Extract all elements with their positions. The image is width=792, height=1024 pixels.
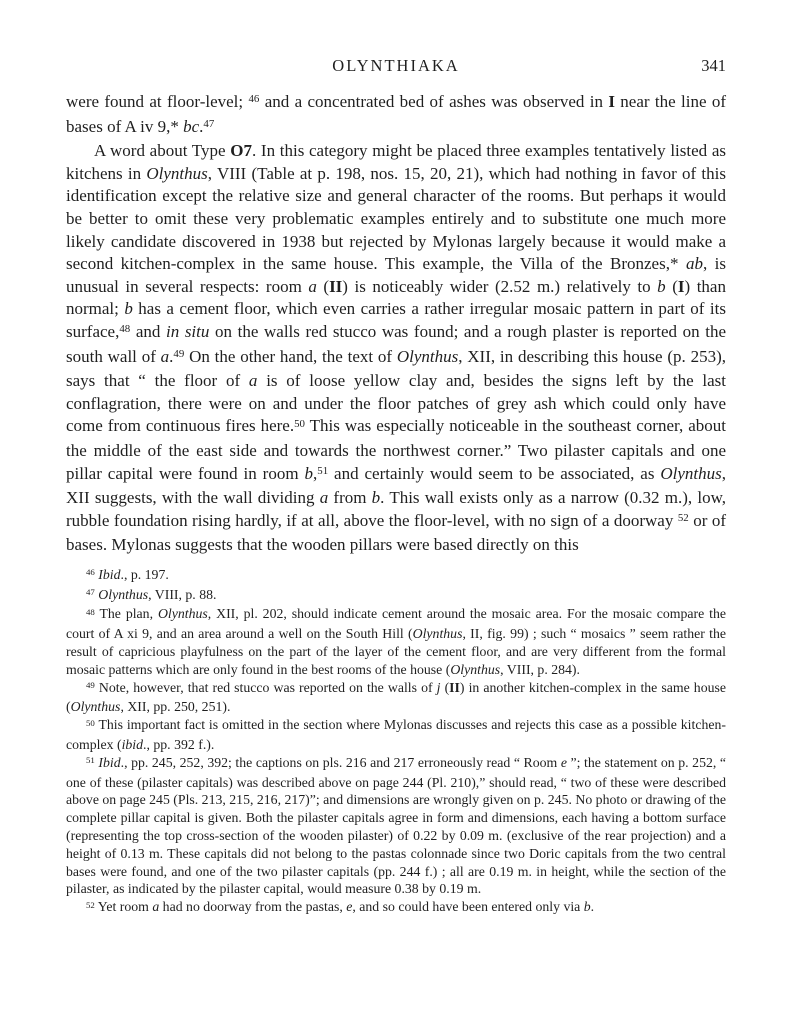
page-content (66, 56, 726, 918)
text-segment: ( (316, 276, 330, 296)
footnote-48 (66, 605, 726, 678)
footnote-marker: 48 (119, 323, 131, 336)
text-segment: O7 (230, 141, 252, 161)
text-segment: ., p. 197. (120, 566, 169, 582)
text-segment: II (329, 276, 343, 296)
text-segment: A word about Type (94, 141, 231, 161)
text-segment: a (152, 899, 160, 915)
text-segment: , XII, in describing this house (p. 253), says that “ the floor of (66, 346, 726, 391)
text-segment: e (346, 899, 353, 915)
text-segment: and (130, 321, 166, 341)
text-segment: ) than normal; (66, 276, 726, 319)
text-segment: , XII suggests, with the wall dividing (66, 463, 727, 508)
footnote-number: 47 (86, 586, 95, 597)
text-segment: ”; the statement on p. 252, “ one of these (pilaster capitals) was described above on page 244 (Pl. 210),” should read, “ two of these were described above on page 245 (Pls. 213, 215, 216, 217)”; and dimensions are wrongly given on p. 245. No photo or drawing of the complete pillar capital is given. Both the pilaster capitals agree in form and dimensions, each having a bottom surface (representing the top cross-section of the wooden pilaster) of 0.22 by 0.09 m. (exclusive of the rear projection) and a height of 0.13 m. These capitals did not belong to the pastas colonnade since two Doric capitals from the two central bases were found, and one of the two pilaster capitals (pp. 244 f.) ; all are 0.19 m. in height, while the section of the pilaster, as indicated by the pilaster capital, would measure 0.38 by 0.19 m. (66, 754, 727, 897)
text-segment: ab (685, 254, 703, 274)
text-segment: Olynthus (396, 346, 459, 366)
footnote-marker: 49 (173, 347, 185, 360)
footnote-marker: 52 (677, 512, 689, 525)
body-paragraphs (66, 91, 726, 557)
text-segment: , XII, pl. 202, should indicate cement around the mosaic area. For the mosaic compare the court of A xi 9, and an area around a well on the South Hill ( (66, 606, 726, 642)
text-segment: Olynthus (450, 661, 501, 677)
text-segment: . This wall exists only as a narrow (0.32 m.), low, rubble foundation rising hardly, if at all, above the floor-level, with no sign of a doorway (66, 488, 726, 530)
footnote-marker: 47 (203, 118, 215, 131)
text-segment: a (319, 488, 329, 508)
text-segment: , VIII (Table at p. 198, nos. 15, 20, 21), which had nothing in favor of this identification except the relative size and general character of the rooms. But perhaps it would be better to omit these very problematic examples entirely and to substitute one much more likely candidate discovered in 1938 but rejected by Mylonas largely because it would make a second kitchen-complex in the same house. This example, the Villa of the Bronzes,* (66, 163, 726, 274)
text-segment: Yet room (97, 899, 153, 915)
text-segment: in situ (165, 321, 210, 341)
text-segment: is of loose yellow clay and, besides the signs left by the last conflagration, there were on and under the floor patches of grey ash which could only have come from continuous fires here. (66, 371, 726, 436)
text-segment: On the other hand, the text of (184, 346, 397, 366)
text-segment: ., pp. 245, 252, 392; the captions on pls. 216 and 217 erroneously read “ Room (120, 754, 561, 770)
footnote-46 (66, 566, 726, 586)
text-segment: b (304, 463, 313, 483)
text-segment: ) is noticeably wider (2.52 m.) relatively to (342, 276, 658, 296)
text-segment: , VIII, p. 88. (148, 586, 217, 602)
text-segment: has a cement floor, which even carries a rather irregular mosaic pattern in part of its surface, (66, 299, 726, 341)
text-segment: This was especially noticeable in the southeast corner, about the middle of the east side and towards the northwest corner.” Two pilaster capitals and one pillar capital were found in room (66, 416, 726, 483)
text-segment: a (160, 346, 170, 366)
text-segment: Olynthus (70, 699, 121, 715)
text-segment: from (328, 488, 372, 508)
footnotes (66, 566, 726, 918)
text-segment: I (608, 92, 615, 111)
text-segment: Olynthus (146, 163, 208, 183)
footnote-marker: 50 (294, 417, 305, 430)
text-segment: This important fact is omitted in the section where Mylonas discusses and rejects this case as a possible kitchen-complex ( (66, 717, 726, 753)
text-segment: b (657, 276, 666, 296)
paragraph (66, 91, 726, 140)
text-segment: . (590, 899, 595, 915)
text-segment: , (313, 463, 318, 483)
text-segment: j (436, 679, 441, 695)
footnote-number: 50 (86, 717, 95, 728)
text-segment: Olynthus (660, 463, 722, 483)
text-segment: ( (440, 679, 450, 695)
text-segment: Ibid (98, 566, 121, 582)
footnote-marker: 51 (317, 464, 329, 477)
footnote-marker: 46 (248, 93, 260, 106)
text-segment: ., pp. 392 f.). (143, 737, 215, 753)
running-head (66, 56, 726, 77)
text-segment: , and so could have been entered only via (352, 899, 584, 915)
text-segment: had no doorway from the pastas, (159, 899, 347, 915)
text-segment: II (449, 679, 460, 695)
text-segment: I (677, 276, 685, 296)
footnote-number: 49 (86, 679, 95, 690)
text-segment: bc (183, 116, 200, 136)
footnote-number: 51 (86, 755, 95, 766)
text-segment: a (248, 371, 258, 391)
footnote-number: 48 (86, 606, 95, 617)
footnote-number: 52 (86, 899, 95, 910)
text-segment: , II, fig. 99) ; such “ mosaics ” seem rather the result of capricious playfulness on the part of the layer of the cement floor, and are very different from the formal mosaic patterns which are only found in the best rooms of the house ( (66, 626, 727, 677)
text-segment: ) in another kitchen-complex in the same house ( (66, 679, 726, 715)
text-segment: and a concentrated bed of ashes was observed in (259, 92, 609, 111)
text-segment: ( (665, 276, 678, 296)
page-title: OLYNTHIAKA (332, 56, 460, 75)
footnote-number: 46 (86, 567, 95, 578)
text-segment: were found at floor-level; (66, 92, 249, 111)
text-segment: , VIII, p. 284). (500, 661, 580, 677)
footnote-51 (66, 754, 726, 898)
text-segment: e (560, 754, 567, 770)
text-segment: Olynthus (98, 586, 149, 602)
text-segment: , is unusual in several respects: room (66, 254, 726, 296)
text-segment: Olynthus (157, 606, 208, 622)
page-number: 341 (701, 56, 726, 75)
text-segment: b (371, 488, 381, 508)
text-segment: Olynthus (412, 626, 463, 642)
text-segment: . In this category might be placed three examples tentatively listed as kitchens in (66, 141, 726, 183)
footnote-52 (66, 898, 726, 918)
text-segment: or of bases. Mylonas suggests that the wooden pillars were based directly on this (66, 510, 726, 555)
footnote-47 (66, 586, 726, 606)
text-segment: Ibid (98, 754, 121, 770)
text-segment: and certainly would seem to be associated, as (328, 463, 661, 483)
footnote-49 (66, 679, 726, 717)
text-segment: ibid (121, 737, 144, 753)
text-segment: on the walls red stucco was found; and a rough plaster is reported on the south wall of (66, 321, 727, 366)
paragraph (66, 140, 726, 557)
text-segment: near the line of bases of A iv 9,* (66, 92, 726, 136)
text-segment: b (583, 899, 591, 915)
text-segment: b (124, 299, 133, 319)
text-segment: , XII, pp. 250, 251). (120, 699, 231, 715)
text-segment: Note, however, that red stucco was reported on the walls of (98, 679, 437, 695)
text-segment: a (308, 276, 317, 296)
text-segment: . (199, 116, 204, 136)
text-segment: . (169, 346, 174, 366)
text-segment: The plan, (99, 606, 158, 622)
footnote-50 (66, 716, 726, 754)
